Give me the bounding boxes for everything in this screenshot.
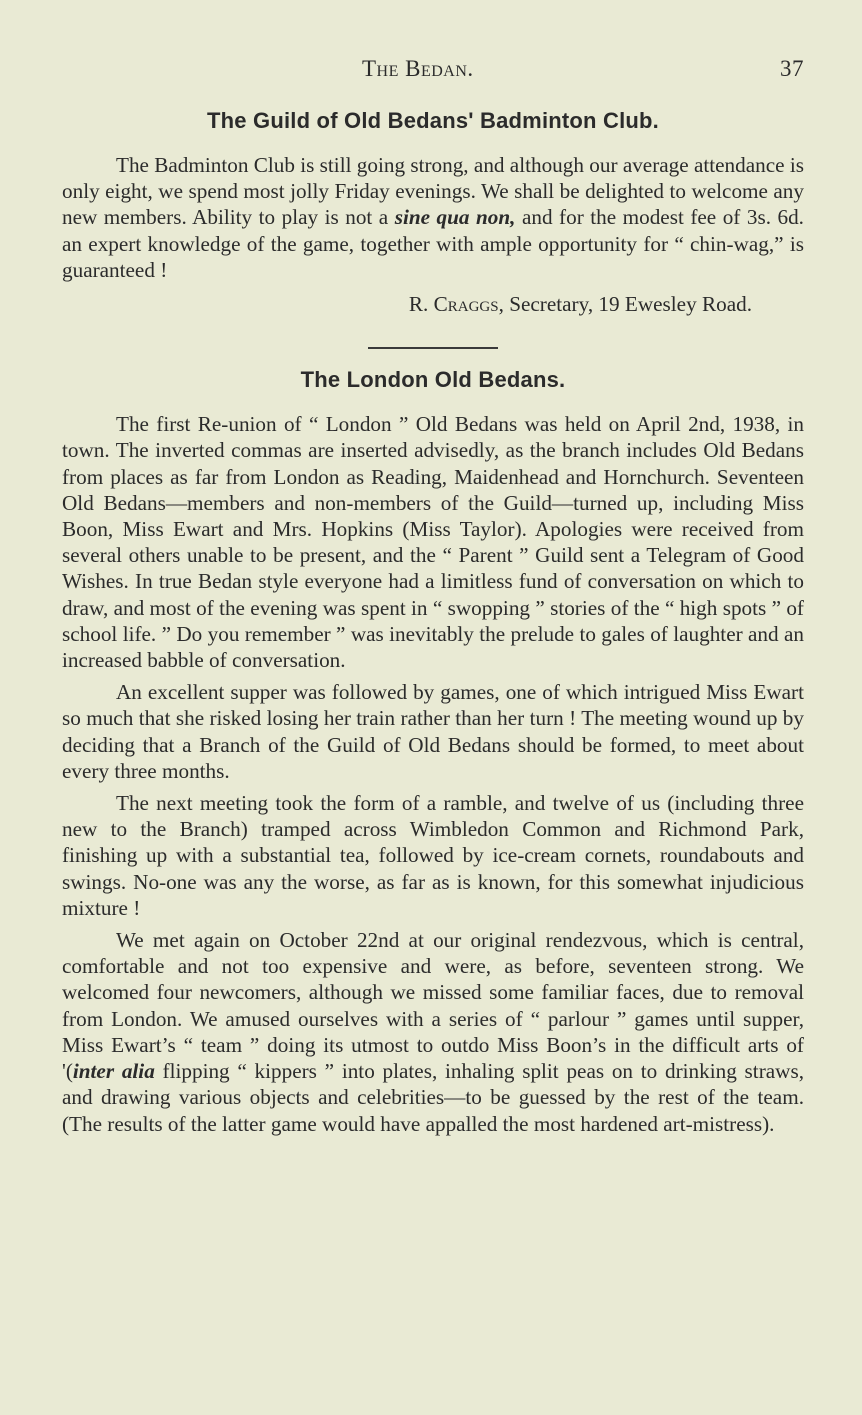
- badminton-title: The Guild of Old Bedans' Badminton Club.: [207, 108, 659, 133]
- page: [62, 56, 804, 1137]
- london-paragraph-3: The next meeting took the form of a ramble, and twelve of us (including three new to the Branch) tramped across Wimbledon Common and Richmond Park, finishing up with a substantial tea, followed by ice-cream cornets, roundabouts and swings. No-one was any the worse, as far as is known, for this somewhat injudicious mixture !: [62, 791, 804, 920]
- page-number: 37: [780, 56, 804, 81]
- running-title: The Bedan.: [362, 56, 474, 81]
- london-section: [62, 367, 804, 1136]
- running-head: [62, 56, 804, 90]
- badminton-paragraph: [62, 152, 804, 283]
- london-title: The London Old Bedans.: [300, 367, 566, 393]
- section-divider: [368, 347, 498, 349]
- signature-name: R. Craggs,: [408, 292, 504, 317]
- london-p4-after: flipping “ kippers ” into plates, inhaling split peas on to drinking straws, and drawing various objects and celebrities—to be guessed by the rest of the team. (The results of the latter game would have appalled the most hardened art-mistress).: [62, 1059, 804, 1136]
- badminton-section: [62, 108, 804, 317]
- badminton-text-after: and for the modest fee of 3s. 6d. an expert knowledge of the game, together with ample opportunity for “ chin-wag,” is guaranteed !: [62, 205, 804, 282]
- london-paragraph-1: The first Re-union of “ London ” Old Bedans was held on April 2nd, 1938, in town. The inverted commas are inserted advisedly, as the branch includes Old Bedans from places as far from London as Reading, Maidenhead and Hornchurch. Seventeen Old Bedans—members and non-members of the Guild—turned up, including Miss Boon, Miss Ewart and Mrs. Hopkins (Miss Taylor). Apologies were received from several others unable to be present, and the “ Parent ” Guild sent a Telegram of Good Wishes. In true Bedan style everyone had a limitless fund of conversation on which to draw, and most of the evening was spent in “ swopping ” stories of the “ high spots ” of school life. ” Do you remember ” was inevitably the prelude to gales of laughter and an increased babble of conversation.: [62, 412, 804, 673]
- badminton-text-before: The Badminton Club is still going strong, and although our average attendance is only eight, we spend most jolly Friday evenings. We shall be delighted to welcome any new members. Ability to play is not a: [62, 153, 804, 230]
- signature: [62, 291, 804, 317]
- london-paragraph-4: [62, 927, 804, 1137]
- london-paragraph-2: An excellent supper was followed by games, one of which intrigued Miss Ewart so much that she risked losing her train rather than her turn ! The meeting wound up by deciding that a Branch of the Guild of Old Bedans should be formed, to meet about every three months.: [62, 680, 804, 783]
- london-p4-before: We met again on October 22nd at our original rendezvous, which is central, comfortable and not too expensive and were, as before, seventeen strong. We welcomed four newcomers, although we missed some familiar faces, due to removal from London. We amused ourselves with a series of “ parlour ” games until supper, Miss Ewart’s “ team ” doing its utmost to outdo Miss Boon’s in the difficult arts of '(: [62, 928, 804, 1084]
- inter-alia-phrase: inter alia: [72, 1059, 155, 1084]
- signature-rest: Secretary, 19 Ewesley Road.: [503, 292, 752, 317]
- latin-phrase: sine qua non,: [394, 205, 516, 230]
